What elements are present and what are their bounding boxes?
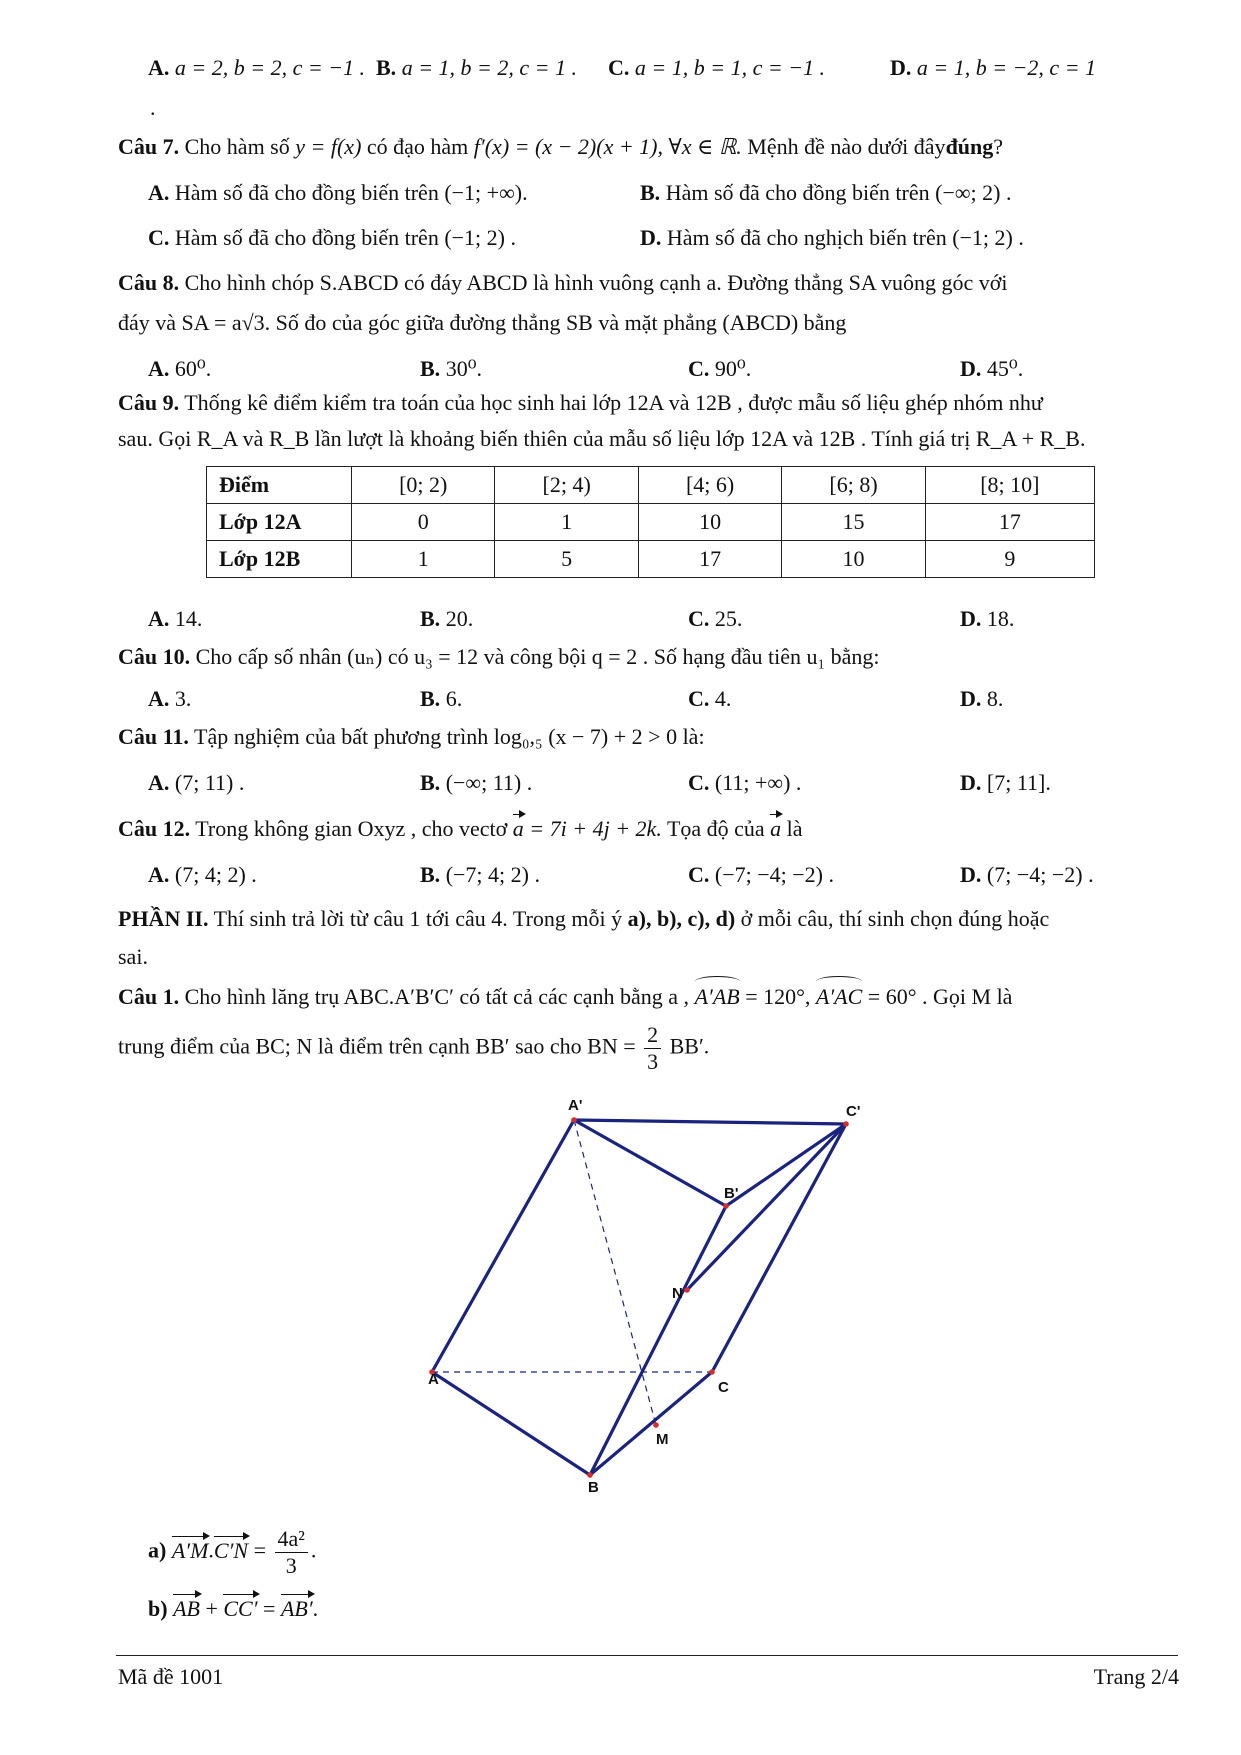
- table-cell: 17: [925, 504, 1094, 541]
- q9-options: [148, 606, 1188, 640]
- vector-ab: AB: [173, 1596, 200, 1621]
- q10-option-c[interactable]: C. 4.: [688, 686, 732, 711]
- q10-option-a[interactable]: A. 3.: [148, 686, 192, 711]
- table-cell: 1: [495, 504, 638, 541]
- q7-option-b[interactable]: B. Hàm số đã cho đồng biến trên (−∞; 2) .: [640, 180, 1012, 205]
- q8-line1: Cho hình chóp S.ABCD có đáy ABCD là hình vuông cạnh a. Đường thẳng SA vuông góc với: [184, 270, 1008, 295]
- q12-option-a[interactable]: A. (7; 4; 2) .: [148, 862, 257, 887]
- statement-a[interactable]: [148, 1526, 1181, 1579]
- q10-stem: [118, 644, 1181, 670]
- table-cell: Lớp 12A: [207, 504, 352, 541]
- q7-label: Câu 7.: [118, 134, 180, 159]
- q11-label: Câu 11.: [118, 724, 189, 749]
- edge-a1-c1: [574, 1120, 846, 1124]
- q11-option-a[interactable]: A. (7; 11) .: [148, 770, 245, 795]
- q8-stem-line1: [118, 270, 1181, 296]
- vertex-c1: [843, 1121, 849, 1127]
- dot-operator: .: [208, 1537, 214, 1563]
- table-cell: 17: [638, 541, 781, 578]
- q7-func: y = f(x): [295, 134, 362, 159]
- vector-c1n: C′N: [213, 1537, 249, 1563]
- vertex-b1: [723, 1203, 729, 1209]
- part2-text-b: a), b), c), d): [627, 906, 736, 931]
- vertex-n: [684, 1287, 690, 1293]
- vector-a1m: A′M: [171, 1537, 209, 1563]
- q7-option-a[interactable]: A. Hàm số đã cho đồng biến trên (−1; +∞).: [148, 180, 528, 205]
- q8-option-a[interactable]: A. 60⁰.: [148, 356, 212, 381]
- q6-option-d[interactable]: D. a = 1, b = −2, c = 1: [890, 55, 1097, 80]
- q9-stem-line1: [118, 390, 1181, 416]
- q11-text: Tập nghiệm của bất phương trình log₀,₅ (x − 7) + 2 > 0 là:: [194, 724, 705, 749]
- q7-options-row2: [148, 225, 1188, 259]
- table-cell: Lớp 12B: [207, 541, 352, 578]
- label-b: B: [588, 1479, 599, 1496]
- q9-stem-line2: sau. Gọi R_A và R_B lần lượt là khoảng biến thiên của mẫu số liệu lớp 12A và 12B . Tính giá trị R_A + R_B.: [118, 426, 1086, 451]
- part2-heading: [118, 906, 1181, 932]
- table-cell: 10: [638, 504, 781, 541]
- q9-line1: Thống kê điểm kiểm tra toán của học sinh hai lớp 12A và 12B , được mẫu số liệu ghép nhóm như: [184, 390, 1043, 415]
- q9-label: Câu 9.: [118, 390, 180, 415]
- p2q1-text-2: trung điểm của BC; N là điểm trên cạnh BB′ sao cho BN =: [118, 1033, 636, 1059]
- q8-options: [148, 356, 1188, 390]
- edge-a1-b1: [574, 1120, 726, 1206]
- q12-text-2: Tọa độ của: [666, 816, 765, 841]
- table-header-cell: [2; 4): [495, 467, 638, 504]
- q12-stem: [118, 816, 1181, 842]
- p2q1-stem-line1: [118, 984, 1181, 1010]
- table-header-row: [207, 467, 1095, 504]
- table-header-cell: [4; 6): [638, 467, 781, 504]
- vector-a: a: [770, 816, 782, 841]
- q12-vector-equation: = 7i + 4j + 2k.: [529, 816, 662, 841]
- table-header-cell: [8; 10]: [925, 467, 1094, 504]
- edge-c-b: [590, 1372, 712, 1475]
- q10-text: Cho cấp số nhân (uₙ) có u₃ = 12 và công bội q = 2 . Số hạng đầu tiên u₁ bằng:: [195, 644, 880, 669]
- q12-option-c[interactable]: C. (−7; −4; −2) .: [688, 862, 834, 887]
- fraction-4a2-over-3: $\frac{\text{4a²}}{3}$: [275, 1526, 308, 1579]
- q12-text-3: là: [786, 816, 803, 841]
- q12-option-b[interactable]: B. (−7; 4; 2) .: [420, 862, 540, 887]
- q7-option-d[interactable]: D. Hàm số đã cho nghịch biến trên (−1; 2) .: [640, 225, 1024, 250]
- vector-cc1: CC′: [223, 1596, 258, 1621]
- q8-option-b[interactable]: B. 30⁰.: [420, 356, 483, 381]
- table-row: [207, 504, 1095, 541]
- table-header-cell: [6; 8): [782, 467, 925, 504]
- q7-stem: [118, 134, 1181, 160]
- table-cell: 5: [495, 541, 638, 578]
- hidden-edge-a1-m: [574, 1120, 656, 1425]
- edge-b1-c1: [726, 1124, 846, 1206]
- angle-a1ab: A′AB: [694, 984, 740, 1009]
- q6-option-b[interactable]: B. a = 1, b = 2, c = 1 .: [376, 55, 577, 80]
- q11-option-c[interactable]: C. (11; +∞) .: [688, 770, 802, 795]
- statement-b[interactable]: [148, 1596, 1181, 1622]
- table-cell: 10: [782, 541, 925, 578]
- table-row: [207, 541, 1095, 578]
- label-b-prime: B': [724, 1185, 739, 1202]
- q6-option-a[interactable]: A. a = 2, b = 2, c = −1 .: [148, 55, 366, 80]
- p2q1-label: Câu 1.: [118, 984, 180, 1009]
- part2-line2: sai.: [118, 944, 148, 969]
- vector-ab1: AB′: [280, 1596, 313, 1621]
- table-header-cell: [0; 2): [352, 467, 495, 504]
- angle-a1ab-value: = 120°,: [745, 984, 811, 1009]
- fraction-two-thirds: $\frac{2}{3}$: [644, 1022, 661, 1075]
- vertex-a1: [571, 1117, 577, 1123]
- prism-vertices: [429, 1117, 849, 1478]
- q10-options: [148, 686, 1188, 720]
- label-a-prime: A': [568, 1097, 583, 1114]
- exam-code: Mã đề 1001: [118, 1664, 224, 1689]
- part2-text-c: ở mỗi câu, thí sinh chọn đúng hoặc: [740, 906, 1050, 931]
- q7-options-row1: [148, 180, 1188, 214]
- equals-sign: =: [263, 1596, 276, 1621]
- statement-b-label: b): [148, 1596, 168, 1621]
- p2q1-stem-line2: [118, 1022, 1181, 1075]
- q11-options: [148, 770, 1188, 804]
- angle-a1ac-value: = 60° . Gọi M là: [867, 984, 1013, 1009]
- angle-a1ac: A′AC: [815, 984, 863, 1009]
- q11-option-d[interactable]: D. [7; 11].: [960, 770, 1051, 795]
- q7-text-3: Mệnh đề nào dưới đây: [747, 134, 946, 159]
- edge-a-b: [432, 1372, 590, 1475]
- table-cell: 1: [352, 541, 495, 578]
- label-c-prime: C': [846, 1103, 861, 1120]
- statement-a-label: a): [148, 1537, 167, 1563]
- label-n: N: [672, 1285, 683, 1302]
- q12-options: [148, 862, 1188, 896]
- q12-text-1: Trong không gian Oxyz , cho vectơ: [195, 816, 508, 841]
- edge-c1-c: [712, 1124, 846, 1372]
- q12-option-d[interactable]: D. (7; −4; −2) .: [960, 862, 1094, 887]
- statement-b-end: .: [312, 1596, 319, 1621]
- label-m: M: [656, 1431, 669, 1448]
- plus-sign: +: [205, 1596, 218, 1621]
- table-cell: 0: [352, 504, 495, 541]
- q7-text-1: Cho hàm số: [184, 134, 290, 159]
- q11-stem: [118, 724, 1181, 750]
- part2-label: PHẦN II.: [118, 906, 209, 931]
- q9-option-a[interactable]: A. 14.: [148, 606, 203, 631]
- q9-option-b[interactable]: B. 20.: [420, 606, 474, 631]
- q7-emphasis: đúng: [945, 134, 994, 159]
- vertex-b: [587, 1472, 593, 1478]
- page-number: Trang 2/4: [1093, 1664, 1179, 1689]
- stray-dot: .: [150, 95, 156, 120]
- q7-end: ?: [993, 134, 1004, 159]
- q6-options: [148, 55, 1188, 89]
- q12-label: Câu 12.: [118, 816, 191, 841]
- label-a: A: [428, 1371, 439, 1388]
- q7-text-2: có đạo hàm: [366, 134, 469, 159]
- statement-a-end: .: [310, 1537, 317, 1563]
- equals-sign: =: [253, 1537, 266, 1563]
- q8-stem-line2: đáy và SA = a√3. Số đo của góc giữa đường thẳng SB và mặt phẳng (ABCD) bằng: [118, 310, 847, 335]
- p2q1-text-3: BB′.: [669, 1033, 710, 1059]
- q8-option-d[interactable]: D. 45⁰.: [960, 356, 1024, 381]
- q8-option-c[interactable]: C. 90⁰.: [688, 356, 752, 381]
- vertex-m: [653, 1422, 659, 1428]
- prism-figure: [380, 1090, 900, 1500]
- vector-a: a: [512, 816, 524, 841]
- label-c: C: [718, 1379, 729, 1396]
- edge-n-c1: [687, 1124, 846, 1290]
- edge-a1-a: [432, 1120, 574, 1372]
- q10-option-b[interactable]: B. 6.: [420, 686, 463, 711]
- prism-edges: [432, 1120, 846, 1475]
- q10-option-d[interactable]: D. 8.: [960, 686, 1004, 711]
- vertex-c: [709, 1369, 715, 1375]
- score-table: [206, 466, 1095, 578]
- table-cell: 15: [782, 504, 925, 541]
- table-cell: 9: [925, 541, 1094, 578]
- q7-derivative: f′(x) = (x − 2)(x + 1), ∀x ∈ ℝ.: [473, 134, 742, 159]
- q7-option-c[interactable]: C. Hàm số đã cho đồng biến trên (−1; 2) .: [148, 225, 516, 250]
- q8-label: Câu 8.: [118, 270, 180, 295]
- q11-option-b[interactable]: B. (−∞; 11) .: [420, 770, 533, 795]
- p2q1-text-1: Cho hình lăng trụ ABC.A′B′C′ có tất cả các cạnh bằng a ,: [184, 984, 690, 1009]
- table-header-cell: Điểm: [207, 467, 352, 504]
- footer-divider: [116, 1655, 1178, 1656]
- q10-label: Câu 10.: [118, 644, 191, 669]
- q9-option-d[interactable]: D. 18.: [960, 606, 1015, 631]
- q9-option-c[interactable]: C. 25.: [688, 606, 743, 631]
- q6-option-c[interactable]: C. a = 1, b = 1, c = −1 .: [608, 55, 826, 80]
- part2-text-a: Thí sinh trả lời từ câu 1 tới câu 4. Trong mỗi ý: [213, 906, 623, 931]
- prism-hidden-edges: [432, 1120, 712, 1425]
